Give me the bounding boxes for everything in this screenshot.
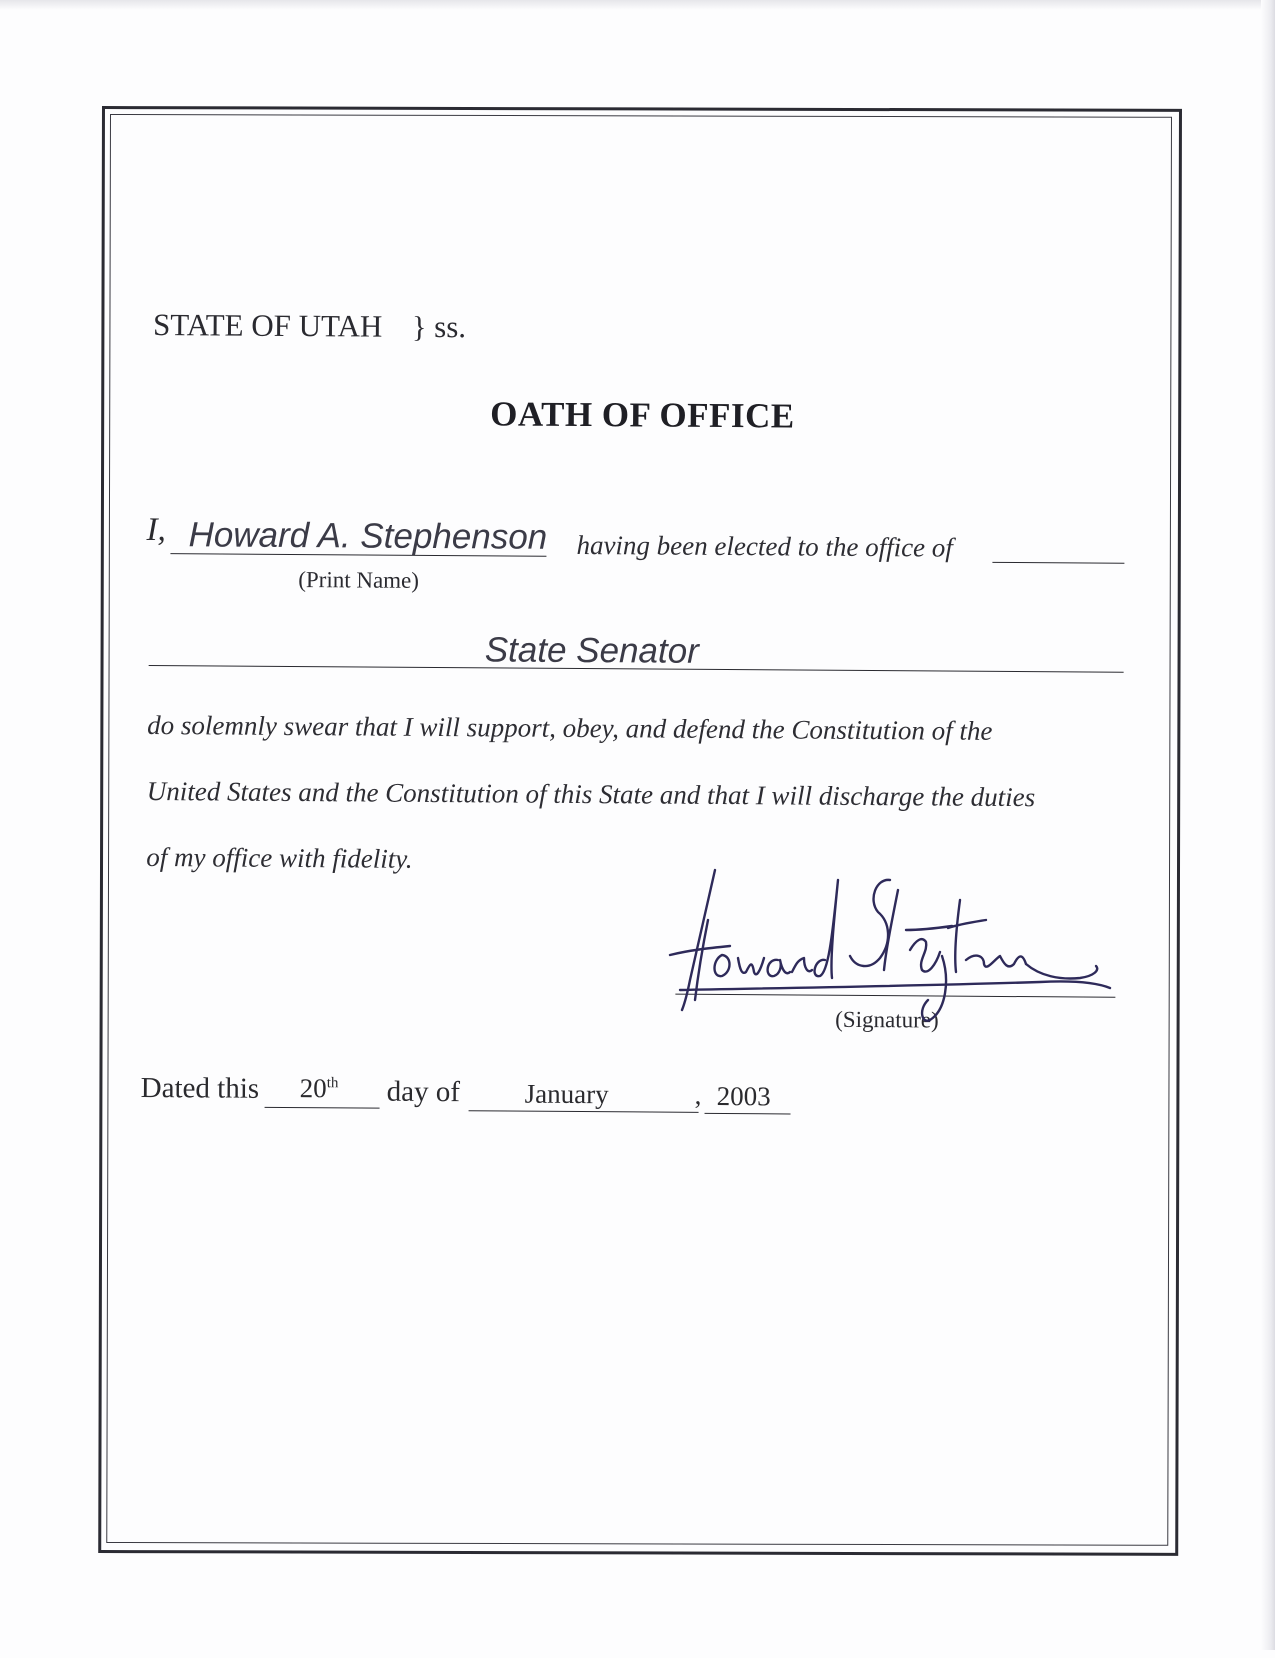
office-title: State Senator <box>484 630 699 671</box>
printed-name: Howard A. Stephenson <box>188 515 548 557</box>
day-suffix: th <box>326 1075 339 1092</box>
oath-prefix-text: I, <box>146 511 166 549</box>
ss-label: ss. <box>434 308 467 345</box>
dated-comma: , <box>694 1079 702 1110</box>
dated-day <box>300 1073 339 1104</box>
dated-prefix: Dated this <box>140 1071 260 1105</box>
dated-year: 2003 <box>716 1080 771 1112</box>
day-number: 20 <box>299 1073 327 1104</box>
month-line <box>469 1110 699 1113</box>
day-of-label: day of <box>386 1075 461 1109</box>
document-title: OATH OF OFFICE <box>490 394 795 436</box>
oath-body-line-1: do solemnly swear that I will support, obey, and defend the Constitution of the <box>147 709 993 746</box>
state-name: STATE OF UTAH <box>152 307 383 344</box>
oath-prefix <box>146 512 166 549</box>
state-heading <box>153 307 466 345</box>
dated-month: January <box>524 1078 609 1110</box>
oath-body-line-2: United States and the Constitution of this State and that I will discharge the duties <box>146 775 1036 813</box>
elected-text: having been elected to the office of <box>576 529 953 563</box>
handwritten-signature <box>660 860 1180 1050</box>
signature-caption: (Signature) <box>835 1006 939 1033</box>
day-line <box>265 1107 380 1109</box>
year-line <box>705 1113 791 1115</box>
brace-glyph: } <box>411 310 427 344</box>
oath-body-line-3: of my office with fidelity. <box>146 841 413 874</box>
print-name-caption: (Print Name) <box>298 567 420 593</box>
office-line-end <box>992 562 1124 564</box>
